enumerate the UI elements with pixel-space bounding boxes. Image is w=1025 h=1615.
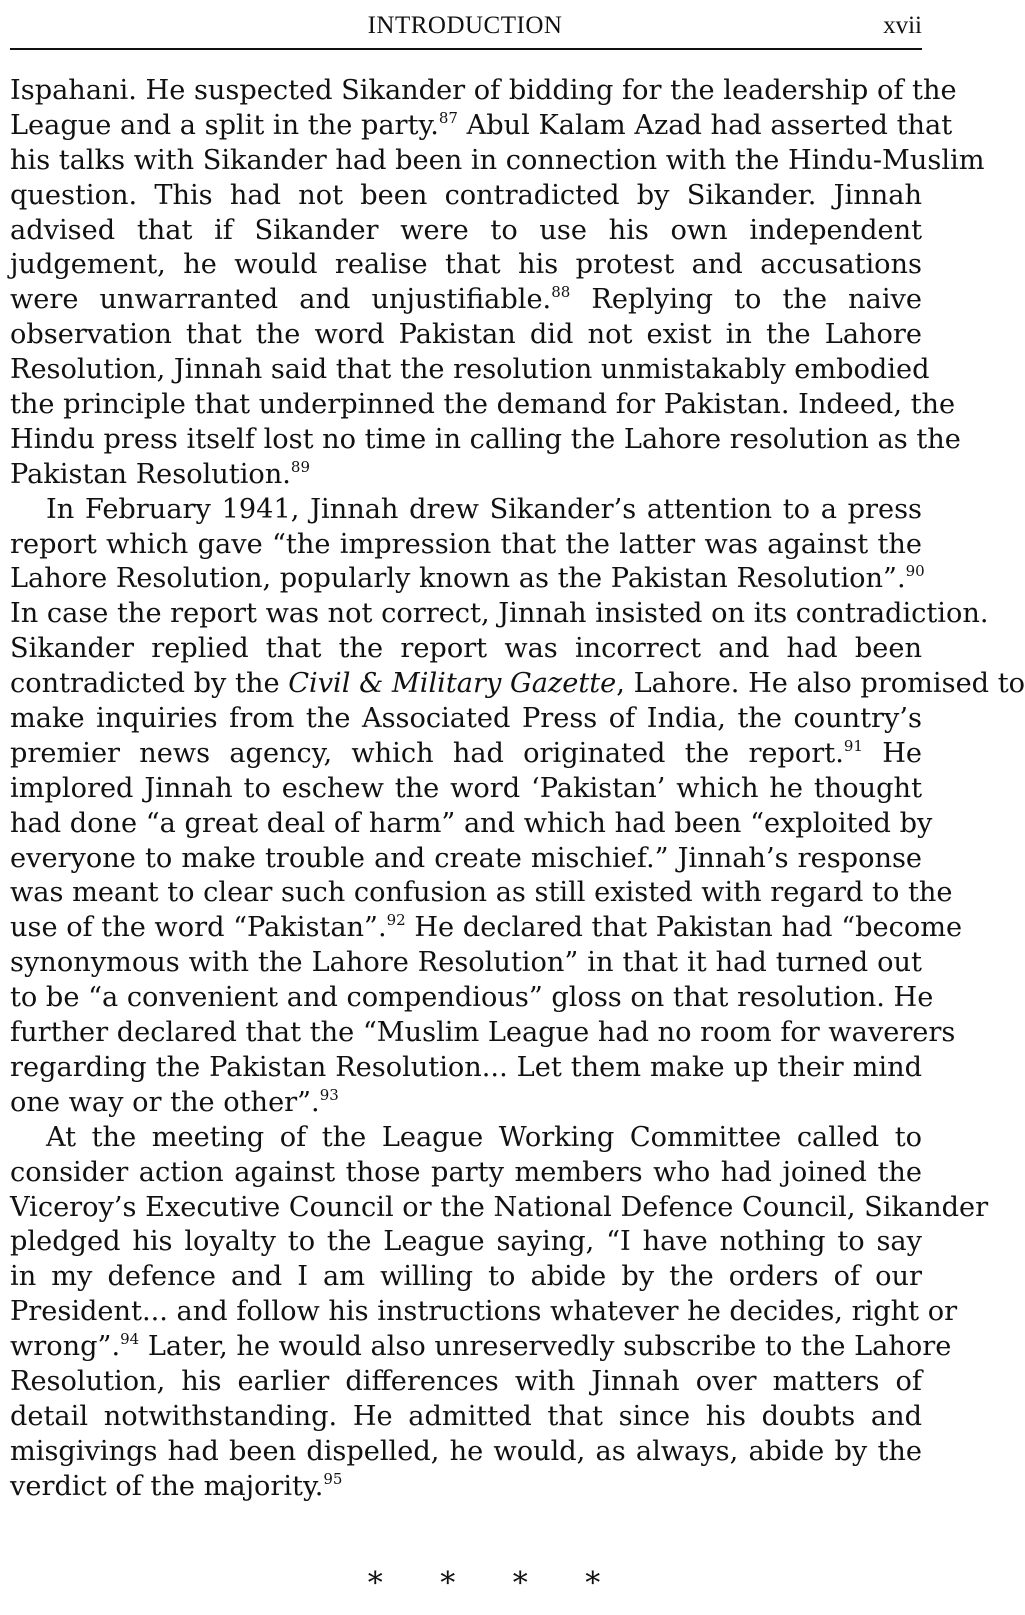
text-line: [10, 737, 922, 772]
text-run: in my defence and I am willing to abide by the orders of our: [10, 1261, 922, 1293]
text-run: President... and follow his instructions whatever he decides, right or: [10, 1296, 958, 1328]
text-run: advised that if Sikander were to use his own independent: [10, 214, 922, 246]
text-run: Lahore Resolution, popularly known as the Pakistan Resolution”.: [10, 563, 906, 595]
text-run: Pakistan Resolution.: [10, 458, 291, 490]
text-line: [10, 1435, 922, 1470]
footnote-marker: 87: [438, 108, 458, 127]
text-run: League and a split in the party.: [10, 109, 439, 141]
footnote-marker: 91: [843, 736, 863, 755]
text-run: everyone to make trouble and create mischief.” Jinnah’s response: [10, 842, 922, 874]
text-line: [10, 597, 989, 632]
text-run: wrong”.: [10, 1331, 121, 1363]
text-run: Later, he would also unreservedly subscribe to the Lahore: [139, 1331, 952, 1363]
text-run: judgement, he would realise that his protest and accusations: [10, 249, 922, 281]
text-line: [10, 1086, 922, 1121]
text-run: one way or the other”.: [10, 1086, 320, 1118]
text-run: verdict of the majority.: [10, 1470, 324, 1502]
footnote-marker: 92: [386, 911, 406, 930]
footnote-marker: 89: [290, 457, 311, 476]
text-run: In case the report was not correct, Jinnah insisted on its contradiction.: [10, 598, 989, 630]
text-line: [10, 74, 957, 109]
text-run: his talks with Sikander had been in connection with the Hindu-Muslim: [10, 144, 985, 176]
text-line: [10, 1365, 922, 1400]
text-line: [10, 458, 922, 493]
text-line: [10, 1330, 952, 1365]
running-header: [0, 8, 968, 42]
text-line: [10, 1295, 958, 1330]
text-line: [10, 807, 933, 842]
text-line: [10, 1225, 922, 1260]
text-line: [10, 1191, 989, 1226]
text-line: [10, 1260, 922, 1295]
text-line: [10, 283, 922, 318]
text-line: [10, 876, 953, 911]
text-line: [10, 562, 925, 597]
section-break: * * * *: [367, 1566, 601, 1601]
text-run: further declared that the “Muslim League had no room for waverers: [10, 1017, 956, 1049]
body-text: [10, 74, 1025, 1505]
text-line: [10, 1156, 922, 1191]
text-line: [10, 108, 953, 144]
text-line: [10, 388, 956, 423]
text-line: [10, 528, 922, 563]
text-line: [10, 1400, 922, 1435]
text-run: synonymous with the Lahore Resolution” in that it had turned out: [10, 947, 922, 979]
page-number: xvii: [883, 12, 922, 39]
text-run: Hindu press itself lost no time in calling the Lahore resolution as the: [10, 423, 961, 455]
text-line: [10, 772, 922, 807]
text-run: use of the word “Pakistan”.: [10, 912, 387, 944]
text-line: [10, 1121, 922, 1156]
text-run: detail notwithstanding. He admitted that since his doubts and: [10, 1400, 922, 1432]
text-line: [10, 1470, 922, 1505]
text-run: were unwarranted and unjustifiable.: [10, 284, 552, 316]
text-run: Replying to the naive: [570, 284, 922, 316]
text-line: [10, 248, 922, 283]
header-rule: [10, 48, 922, 50]
text-run: Ispahani. He suspected Sikander of bidding for the leadership of the: [10, 75, 957, 106]
text-run: had done “a great deal of harm” and which had been “exploited by: [10, 807, 933, 839]
text-run: implored Jinnah to eschew the word ‘Pakistan’ which he thought: [10, 772, 922, 804]
text-run: the principle that underpinned the demand for Pakistan. Indeed, the: [10, 389, 956, 421]
text-line: [10, 667, 1025, 702]
footnote-marker: 95: [323, 1469, 343, 1488]
text-run: He: [862, 737, 922, 769]
text-line: [10, 214, 922, 249]
text-line: [10, 842, 922, 877]
footnote-marker: 94: [120, 1330, 140, 1349]
footnote-marker: 93: [319, 1085, 339, 1104]
text-run: , Lahore. He also promised to: [616, 668, 1025, 700]
text-line: [10, 946, 922, 981]
text-run: premier news agency, which had originated the report.: [10, 737, 844, 769]
footnote-marker: 90: [905, 562, 925, 581]
text-line: [10, 423, 961, 458]
text-line: [10, 353, 930, 388]
text-run: Resolution, his earlier differences with Jinnah over matters of: [10, 1365, 922, 1397]
text-run: In February 1941, Jinnah drew Sikander’s attention to a press: [46, 493, 922, 525]
text-line: [10, 179, 922, 214]
text-run: regarding the Pakistan Resolution... Let them make up their mind: [10, 1051, 922, 1083]
text-run: He declared that Pakistan had “become: [405, 912, 963, 944]
text-run: Viceroy’s Executive Council or the National Defence Council, Sikander: [10, 1191, 989, 1223]
text-run: Abul Kalam Azad had asserted that: [457, 109, 953, 141]
text-run: Resolution, Jinnah said that the resolution unmistakably embodied: [10, 354, 930, 386]
text-run: question. This had not been contradicted by Sikander. Jinnah: [10, 179, 922, 211]
text-run: consider action against those party members who had joined the: [10, 1156, 922, 1188]
text-run: Sikander replied that the report was incorrect and had been: [10, 633, 922, 665]
text-line: [10, 1051, 922, 1086]
text-run: pledged his loyalty to the League saying, “I have nothing to say: [10, 1226, 922, 1258]
text-line: [10, 493, 922, 528]
text-run: to be “a convenient and compendious” gloss on that resolution. He: [10, 982, 934, 1014]
text-line: [10, 318, 922, 353]
text-line: [10, 911, 963, 946]
text-line: [10, 981, 934, 1016]
footnote-marker: 88: [551, 283, 571, 302]
text-run: report which gave “the impression that the latter was against the: [10, 528, 922, 560]
italic-title: Civil & Military Gazette: [288, 668, 617, 700]
text-run: contradicted by the: [10, 668, 289, 700]
text-run: At the meeting of the League Working Committee called to: [46, 1121, 922, 1153]
text-run: observation that the word Pakistan did not exist in the Lahore: [10, 319, 922, 351]
text-line: [10, 1016, 956, 1051]
text-line: [10, 702, 922, 737]
text-line: [10, 632, 922, 667]
text-run: was meant to clear such confusion as still existed with regard to the: [10, 877, 953, 909]
text-run: make inquiries from the Associated Press of India, the country’s: [10, 703, 922, 735]
running-title: INTRODUCTION: [367, 12, 563, 39]
text-line: [10, 144, 985, 179]
text-run: misgivings had been dispelled, he would, as always, abide by the: [10, 1435, 922, 1467]
